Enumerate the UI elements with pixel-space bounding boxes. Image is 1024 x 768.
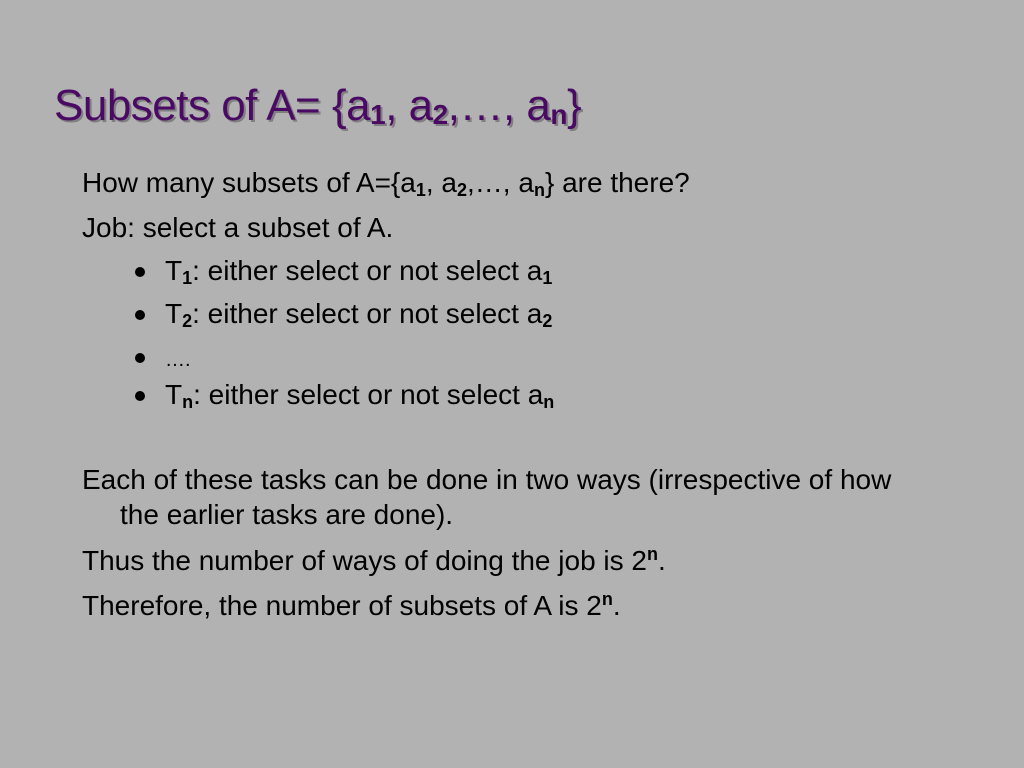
element-subscript: n — [543, 392, 555, 413]
task-letter: T — [165, 298, 183, 330]
slide-body — [82, 166, 982, 623]
bullet-dot-icon — [135, 353, 145, 363]
element-subscript: 2 — [542, 311, 553, 332]
question-separator-2: ,…, a — [467, 167, 534, 198]
job-line: Job: select a subset of A. — [82, 211, 394, 243]
title-suffix: } — [566, 81, 582, 130]
thus-text: Thus the number of ways of doing the job is 2 — [82, 544, 647, 576]
each-task-paragraph: Each of these tasks can be done in two ways (irrespective of how the earlier tasks are done). — [82, 464, 892, 531]
task-item-2 — [135, 297, 982, 340]
title-subscript-1: 1 — [370, 99, 386, 130]
slide-title — [54, 82, 581, 130]
question-subscript-n: n — [533, 180, 545, 200]
question-suffix: } are there? — [544, 167, 690, 198]
task-text: : either select or not select a — [192, 255, 543, 287]
element-subscript: 1 — [542, 268, 553, 289]
thus-line — [82, 544, 982, 578]
therefore-period: . — [612, 590, 621, 622]
task-item-1 — [135, 254, 982, 297]
title-prefix: Subsets of A= {a — [54, 81, 371, 130]
task-item-n — [135, 378, 982, 421]
question-subscript-2: 2 — [457, 180, 468, 200]
task-subscript: n — [182, 392, 194, 413]
bullet-dot-icon — [135, 391, 145, 401]
task-letter: T — [165, 255, 183, 287]
ellipsis-text: …. — [165, 349, 191, 372]
task-subscript: 1 — [182, 268, 193, 289]
task-list — [82, 254, 982, 421]
task-text: : either select or not select a — [193, 379, 544, 411]
bullet-dot-icon — [135, 267, 145, 277]
task-letter: T — [165, 379, 183, 411]
question-separator-1: , a — [425, 167, 458, 198]
therefore-exponent: n — [601, 589, 613, 610]
therefore-line — [82, 589, 982, 623]
question-subscript-1: 1 — [415, 180, 426, 200]
bullet-dot-icon — [135, 310, 145, 320]
title-separator-2: ,…, a — [447, 81, 551, 130]
title-separator-1: , a — [385, 81, 433, 130]
task-subscript: 2 — [182, 311, 193, 332]
task-item-ellipsis — [135, 340, 982, 378]
title-subscript-2: 2 — [432, 99, 448, 130]
question-line — [82, 166, 982, 200]
question-prefix: How many subsets of A={a — [82, 167, 416, 198]
task-text: : either select or not select a — [192, 298, 543, 330]
thus-period: . — [658, 544, 666, 576]
therefore-text: Therefore, the number of subsets of A is 2 — [82, 590, 602, 622]
title-subscript-n: n — [550, 99, 567, 130]
thus-exponent: n — [647, 543, 658, 564]
